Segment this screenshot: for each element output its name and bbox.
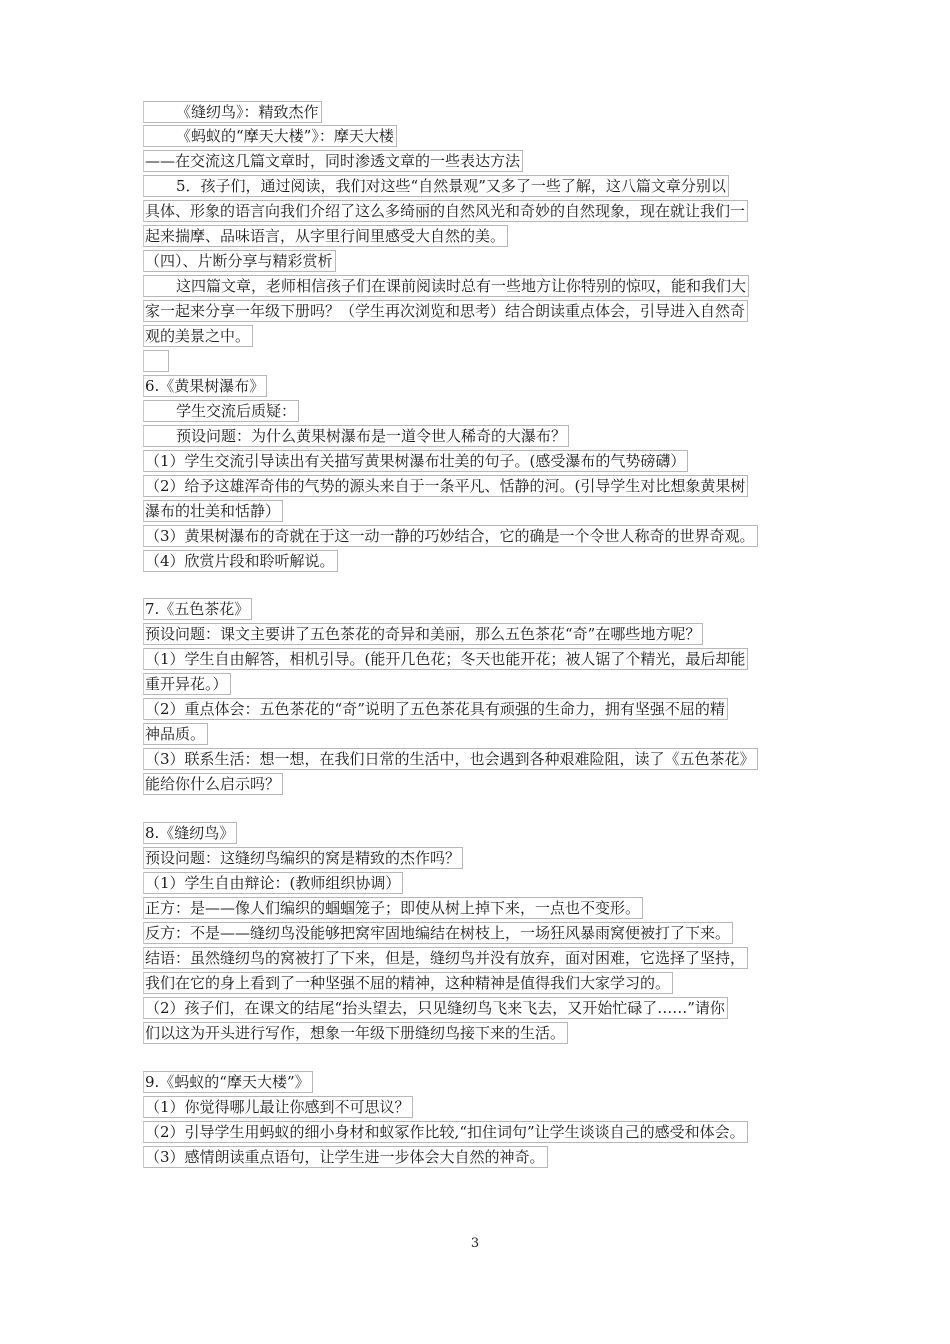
text-line: （1）学生交流引导读出有关描写黄果树瀑布壮美的句子。(感受瀑布的气势磅礴） [143,450,688,472]
text-line: 5．孩子们，通过阅读，我们对这些“自然景观”又多了一些了解，这八篇文章分别以 [143,175,729,197]
text-line: 瀑布的壮美和恬静） [143,500,283,522]
subheading: 6.《黄果树瀑布》 [143,375,267,397]
text-line: 《缝纫鸟》：精致杰作 [143,101,322,123]
text-line: （1）学生自由辩论：(教师组织协调） [143,872,403,894]
text-line: （1）你觉得哪儿最让你感到不可思议？ [143,1096,413,1118]
text-line: 学生交流后质疑： [143,400,299,422]
page-number: 3 [470,1236,480,1251]
text-line: （2）重点体会：五色茶花的“奇”说明了五色茶花具有顽强的生命力，拥有坚强不屈的精 [143,698,728,720]
subheading: 7.《五色茶花》 [143,598,252,620]
text-line: 起来揣摩、品味语言，从字里行间里感受大自然的美。 [143,225,508,247]
subheading: 8.《缝纫鸟》 [143,822,237,844]
text-line: 观的美景之中。 [143,325,253,347]
text-line: 我们在它的身上看到了一种坚强不屈的精神，这种精神是值得我们大家学习的。 [143,972,673,994]
text-line: 预设问题：这缝纫鸟编织的窝是精致的杰作吗？ [143,847,463,869]
text-line: 《蚂蚁的“摩天大楼”》：摩天大楼 [143,125,397,147]
text-line: （2）给予这雄浑奇伟的气势的源头来自于一条平凡、恬静的河。(引导学生对比想象黄果树 [143,475,748,497]
text-line: 具体、形象的语言向我们介绍了这么多绮丽的自然风光和奇妙的自然现象，现在就让我们一 [143,200,748,222]
text-line: 神品质。 [143,723,208,745]
text-line: 这四篇文章，老师相信孩子们在课前阅读时总有一些地方让你特别的惊叹，能和我们大 [143,275,749,297]
text-line: （1）学生自由解答，相机引导。(能开几色花；冬天也能开花；被人锯了个精光，最后却能 [143,648,748,670]
text-line: （3）联系生活：想一想，在我们日常的生活中，也会遇到各种艰难险阻，读了《五色茶花》 [143,748,758,770]
text-line: 结语：虽然缝纫鸟的窝被打了下来，但是，缝纫鸟并没有放弃，面对困难，它选择了坚持， [143,947,748,969]
subheading: 9.《蚂蚁的“摩天大楼”》 [143,1071,313,1093]
text-line: 预设问题：为什么黄果树瀑布是一道令世人稀奇的大瀑布？ [143,425,569,447]
text-line: （3）黄果树瀑布的奇就在于这一动一静的巧妙结合，它的确是一个令世人称奇的世界奇观。 [143,525,758,547]
text-line: （4）欣赏片段和聆听解说。 [143,550,338,572]
text-line: （2）引导学生用蚂蚁的细小身材和蚁冢作比较,“扣住词句”让学生谈谈自己的感受和体会。 [143,1121,748,1143]
text-line: 们以这为开头进行写作，想象一年级下册缝纫鸟接下来的生活。 [143,1022,568,1044]
text-line: 能给你什么启示吗？ [143,773,283,795]
text-line: 正方：是——像人们编织的蝈蝈笼子；即使从树上掉下来，一点也不变形。 [143,897,643,919]
text-line: 预设问题：课文主要讲了五色茶花的奇异和美丽，那么五色茶花“奇”在哪些地方呢？ [143,623,703,645]
text-line: （3）感情朗读重点语句，让学生进一步体会大自然的神奇。 [143,1146,548,1168]
text-line: ——在交流这几篇文章时，同时渗透文章的一些表达方法 [143,150,523,172]
text-line: 反方：不是——缝纫鸟没能够把窝牢固地编结在树枝上，一场狂风暴雨窝便被打了下来。 [143,922,733,944]
section-heading: （四）、片断分享与精彩赏析 [143,250,336,272]
text-line: 重开异花。） [143,673,231,695]
text-line: （2）孩子们，在课文的结尾“抬头望去，只见缝纫鸟飞来飞去，又开始忙碌了……”请你 [143,997,728,1019]
text-line: 家一起来分享一年级下册吗？（学生再次浏览和思考）结合朗读重点体会，引导进入自然奇 [143,300,748,322]
empty-line [143,350,169,372]
